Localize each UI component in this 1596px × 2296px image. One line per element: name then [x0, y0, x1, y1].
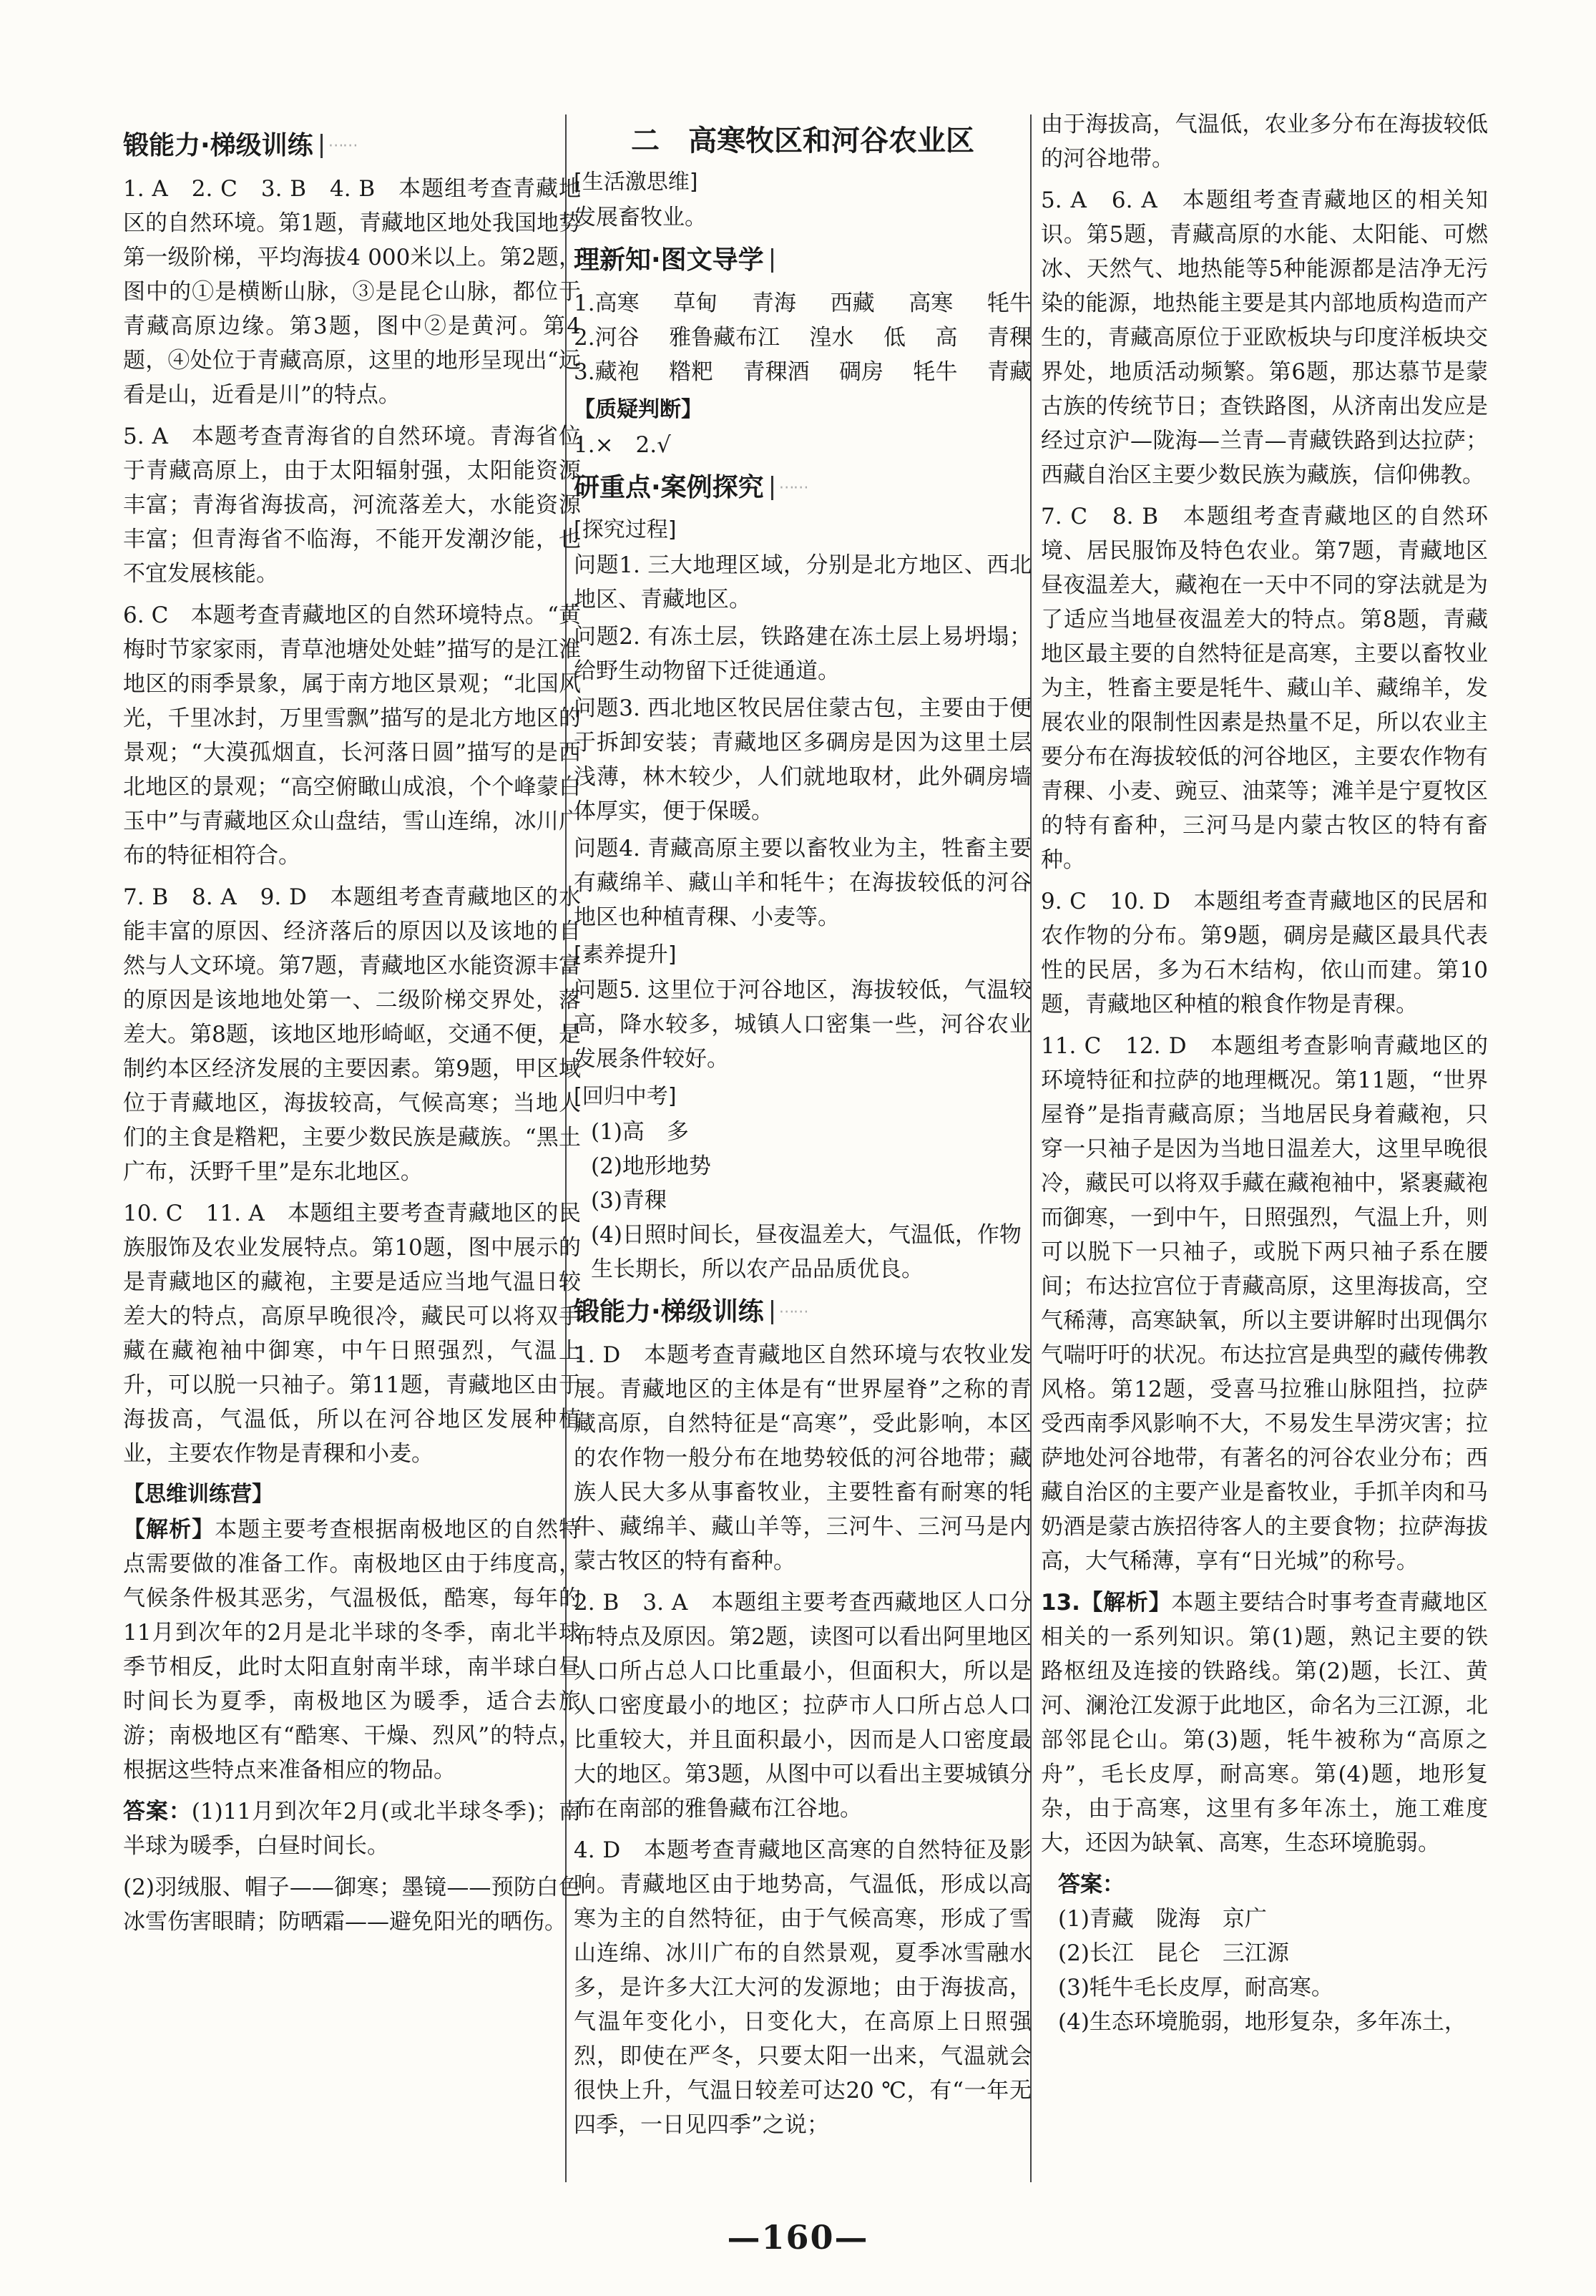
page-number [0, 2218, 1596, 2257]
q13-text: 本题主要结合时事考查青藏地区相关的一系列知识。第(1)题，熟记主要的铁路枢纽及连接的铁路线。第(2)题，长江、黄河、澜沧江发源于此地区，命名为三江源，北部邻昆仑山。第(3)题，牦牛被称为“高原之舟”，毛长皮厚，耐高寒。第(4)题，地形复杂，由于高寒，这里有多年冻土，施工难度大，还因为缺氧、高寒，生态环境脆弱。 [1041, 1590, 1489, 1856]
exam-label: [回归中考] [574, 1084, 677, 1109]
lesson-title: 二 高寒牧区和河谷农业区 [631, 124, 974, 157]
heading-text: 理新知·图文导学 [574, 245, 764, 275]
heading-dash-icon: ⋯⋯ [328, 137, 357, 155]
answer-item: 5. A 本题考查青海省的自然环境。青海省位于青藏高原上，由于太阳辐射强，太阳能资源丰富；青海省海拔高，河流落差大，水能资源丰富；但青海省不临海，不能开发潮汐能，也不宜发展核能。 [123, 424, 581, 587]
cell: 青稞酒 [743, 359, 810, 385]
heading-bar-icon [320, 134, 323, 158]
page-number-text: —160— [727, 2218, 869, 2257]
q13-answer: (1)青藏 陇海 京广 [1058, 1906, 1267, 1932]
question: 问题2. 有冻土层，铁路建在冻土层上易坍塌；给野生动物留下迁徙通道。 [574, 624, 1032, 684]
analysis-text: 本题主要考查根据南极地区的自然特点需要做的准备工作。南极地区由于纬度高，气候条件极其恶劣，气温极低，酷寒，每年的11月到次年的2月是北半球的冬季，南北半球季节相反，此时太阳直射南半球，南半球白昼时间长为夏季，南极地区为暖季，适合去旅游；南极地区有“酷寒、干燥、烈风”的特点，根据这些特点来准备相应的物品。 [123, 1517, 582, 1783]
answer-item: 7. B 8. A 9. D 本题组考查青藏地区的水能丰富的原因、经济落后的原因以及该地的自然与人文环境。第7题，青藏地区水能资源丰富的原因是该地地处第一、二级阶梯交界处，落差大。第8题，该地区地形崎岖，交通不便，是制约本区经济发展的主要因素。第9题，甲区域位于青藏地区，海拔较高，气候高寒；当地人们的主食是糌粑，主要少数民族是藏族。“黑土广布，沃野千里”是东北地区。 [123, 884, 581, 1185]
section-heading-training-2 [574, 1292, 1032, 1332]
column-1 [123, 120, 581, 1946]
q13-analysis-label: 【解析】 [1079, 1590, 1172, 1616]
question: 问题4. 青藏高原主要以畜牧业为主，牲畜主要有藏绵羊、藏山羊和牦牛；在海拔较低的河谷地区也种植青稞、小麦等。 [574, 836, 1032, 930]
heading-text: 研重点·案例探究 [574, 473, 764, 502]
cell: 高寒 [909, 290, 954, 316]
heading-dash-icon: ⋯⋯ [778, 1303, 808, 1321]
judge-text: 1.× 2.√ [574, 432, 671, 458]
cell: 西藏 [830, 290, 875, 316]
answer-item: 11. C 12. D 本题组考查影响青藏地区的环境特征和拉萨的地理概况。第11题，“世界屋脊”是指青藏高原；当地居民身着藏袍，只穿一只袖子是因为当地日温差大，这里早晚很冷，藏民可以将双手藏在藏袍袖中，紧裹藏袍而御寒，一到中午，日照强烈，气温上升，则可以脱下一只袖子，或脱下两只袖子系在腰间；布达拉宫位于青藏高原，这里海拔高，空气稀薄，高寒缺氧，所以主要讲解时出现偶尔气喘吁吁的状况。布达拉宫是典型的藏传佛教风格。第12题，受喜马拉雅山脉阻挡，拉萨受西南季风影响不大，不易发生旱涝灾害；拉萨地处河谷地带，有著名的河谷农业分布；西藏自治区的主要产业是畜牧业，手抓羊肉和马奶酒是蒙古族招待客人的主要食物；拉萨海拔高，大气稀薄，享有“日光城”的称号。 [1041, 1033, 1488, 1574]
column-3 [1041, 107, 1488, 2039]
heading-bar-icon [771, 1300, 773, 1324]
cell: 雅鲁藏布江 [669, 325, 780, 351]
exam-answer: (2)地形地势 [591, 1153, 711, 1179]
answer-item: 1. D 本题考查青藏地区自然环境与农牧业发展。青藏地区的主体是有“世界屋脊”之称的青藏高原，自然特征是“高寒”，受此影响，本区的农作物一般分布在地势较低的河谷地带；藏族人民大多从事畜牧业，主要牲畜有耐寒的牦牛、藏绵羊、藏山羊等，三河牛、三河马是内蒙古牧区的特有畜种。 [574, 1342, 1032, 1574]
thinking-camp-label: 【思维训练营】 [123, 1482, 273, 1507]
exam-answer: (4)日照时间长，昼夜温差大，气温低，作物生长期长，所以农产品品质优良。 [591, 1222, 1022, 1282]
cell: 青海 [751, 290, 796, 316]
cell: 牦牛 [913, 359, 958, 385]
explore-label: [探究过程] [574, 517, 677, 542]
exam-answer: (3)青稞 [591, 1188, 667, 1213]
section-heading-learn [574, 240, 1032, 280]
judge-label: 【质疑判断】 [574, 397, 702, 422]
answer-item: 10. C 11. A 本题组主要考查青藏地区的民族服饰及农业发展特点。第10题，图中展示的是青藏地区的藏袍，主要是适应当地气温日较差大的特点，高原早晚很冷，藏民可以将双手藏在藏袍袖中御寒，中午日照强烈，气温上升，可以脱一只袖子。第11题，青藏地区由于海拔高，气温低，所以在河谷地区发展种植业，主要农作物是青稞和小麦。 [123, 1201, 581, 1467]
cell: 3.藏袍 [574, 359, 640, 385]
q13-answer-label: 答案： [1058, 1872, 1125, 1897]
question-13 [1041, 1586, 1488, 1860]
question: 问题1. 三大地理区域，分别是北方地区、西北地区、青藏地区。 [574, 552, 1032, 612]
question: 问题3. 西北地区牧民居住蒙古包，主要由于便于拆卸安装；青藏地区多碉房是因为这里土层浅薄，林木较少，人们就地取材，此外碉房墙体厚实，便于保暖。 [574, 695, 1032, 824]
column-2 [574, 120, 1032, 2149]
cell: 1.高寒 [574, 290, 640, 316]
heading-bar-icon [771, 476, 773, 500]
answer-item: 9. C 10. D 本题组考查青藏地区的民居和农作物的分布。第9题，碉房是藏区最具代表性的民居，多为石木结构，依山而建。第10题，青藏地区种植的粮食作物是青稞。 [1041, 889, 1488, 1017]
cell: 低 [883, 325, 906, 351]
think-label: [生活激思维] [574, 170, 698, 195]
cell: 糌粑 [669, 359, 714, 385]
exam-answer: (1)高 多 [591, 1119, 689, 1145]
question-5: 问题5. 这里位于河谷地区，海拔较低，气温较高，降水较多，城镇人口密集一些，河谷农业发展条件较好。 [574, 977, 1032, 1072]
heading-dash-icon: ⋯⋯ [778, 479, 808, 497]
cell: 青稞 [987, 325, 1032, 351]
cell: 青藏 [987, 359, 1032, 385]
answer-text-2: (2)羽绒服、帽子——御寒；墨镜——预防白色冰雪伤害眼睛；防晒霜——避免阳光的晒伤。 [123, 1875, 581, 1935]
cell: 高 [935, 325, 958, 351]
q13-answer: (2)长江 昆仑 三江源 [1058, 1940, 1289, 1966]
analysis-paragraph [123, 1513, 581, 1787]
heading-bar-icon [771, 248, 773, 273]
section-heading-training-1 [123, 126, 581, 166]
answer-item: 1. A 2. C 3. B 4. B 本题组考查青藏地区的自然环境。第1题，青藏地区地处我国地势第一级阶梯，平均海拔4 000米以上。第2题，图中的①是横断山脉，③是昆仑山脉，都位于青藏高原边缘。第3题，图中②是黄河。第4题，④处位于青藏高原，这里的地形呈现出“远看是山，近看是川”的特点。 [123, 176, 581, 408]
learn-row-2 [574, 321, 1032, 355]
learn-row-1 [574, 286, 1032, 321]
continued-text: 由于海拔高，气温低，农业多分布在海拔较低的河谷地带。 [1041, 112, 1488, 172]
q13-answer: (3)牦牛毛长皮厚，耐高寒。 [1058, 1975, 1333, 2001]
answer-item: 6. C 本题考查青藏地区的自然环境特点。“黄梅时节家家雨，青草池塘处处蛙”描写的是江淮地区的雨季景象，属于南方地区景观；“北国风光，千里冰封，万里雪飘”描写的是北方地区的景观；“大漠孤烟直，长河落日圆”描写的是西北地区的景观；“高空俯瞰山成浪，个个峰蒙白玉中”与青藏地区众山盘结，雪山连绵，冰川广布的特征相符合。 [123, 602, 581, 869]
cell: 2.河谷 [574, 325, 640, 351]
cell: 草甸 [673, 290, 718, 316]
quality-label: [素养提升] [574, 942, 677, 967]
cell: 碉房 [839, 359, 884, 385]
answer-text-1: (1)11月到次年2月(或北半球冬季)；南半球为暖季，白昼时间长。 [123, 1799, 581, 1859]
q13-number: 13. [1041, 1590, 1080, 1616]
think-text: 发展畜牧业。 [574, 205, 707, 230]
q13-answer: (4)生态环境脆弱，地形复杂，多年冻土， [1058, 2009, 1467, 2035]
answer-label: 答案： [123, 1799, 192, 1824]
learn-row-3 [574, 355, 1032, 389]
answer-item: 5. A 6. A 本题组考查青藏地区的相关知识。第5题，青藏高原的水能、太阳能、可燃冰、天然气、地热能等5种能源都是洁净无污染的能源，地热能主要是其内部地质构造而产生的，青藏高原位于亚欧板块与印度洋板块交界处，地质活动频繁。第6题，那达慕节是蒙古族的传统节日；查铁路图，从济南出发应是经过京沪—陇海—兰青—青藏铁路到达拉萨；西藏自治区主要少数民族为藏族，信仰佛教。 [1041, 187, 1488, 488]
cell: 湟水 [809, 325, 854, 351]
cell: 牦牛 [987, 290, 1032, 316]
section-heading-study [574, 468, 1032, 508]
analysis-label: 【解析】 [123, 1517, 215, 1543]
answer-item: 4. D 本题考查青藏地区高寒的自然特征及影响。青藏地区由于地势高，气温低，形成以高寒为主的自然特征，由于气候高寒，形成了雪山连绵、冰川广布的自然景观，夏季冰雪融水多，是许多大江大河的发源地；由于海拔高，气温年变化小，日变化大，在高原上日照强烈，即使在严冬，只要太阳一出来，气温就会很快上升，气温日较差可达20 ℃，有“一年无四季，一日见四季”之说； [574, 1837, 1032, 2138]
answer-paragraph [123, 1794, 581, 1863]
answer-item: 2. B 3. A 本题组主要考查西藏地区人口分布特点及原因。第2题，读图可以看出阿里地区人口所占总人口比重最小，但面积大，所以是人口密度最小的地区；拉萨市人口所占总人口比重较大，并且面积最小，因而是人口密度最大的地区。第3题，从图中可以看出主要城镇分布在南部的雅鲁藏布江谷地。 [574, 1590, 1032, 1822]
heading-text: 锻能力·梯级训练 [574, 1297, 764, 1327]
answer-item: 7. C 8. B 本题组考查青藏地区的自然环境、居民服饰及特色农业。第7题，青藏地区昼夜温差大，藏袍在一天中不同的穿法就是为了适应当地昼夜温差大的特点。第8题，青藏地区最主要的自然特征是高寒，主要以畜牧业为主，牲畜主要是牦牛、藏山羊、藏绵羊，发展农业的限制性因素是热量不足，所以农业主要分布在海拔较低的河谷地区，主要农作物有青稞、小麦、豌豆、油菜等；滩羊是宁夏牧区的特有畜种，三河马是内蒙古牧区的特有畜种。 [1041, 504, 1488, 873]
heading-text: 锻能力·梯级训练 [123, 131, 313, 160]
